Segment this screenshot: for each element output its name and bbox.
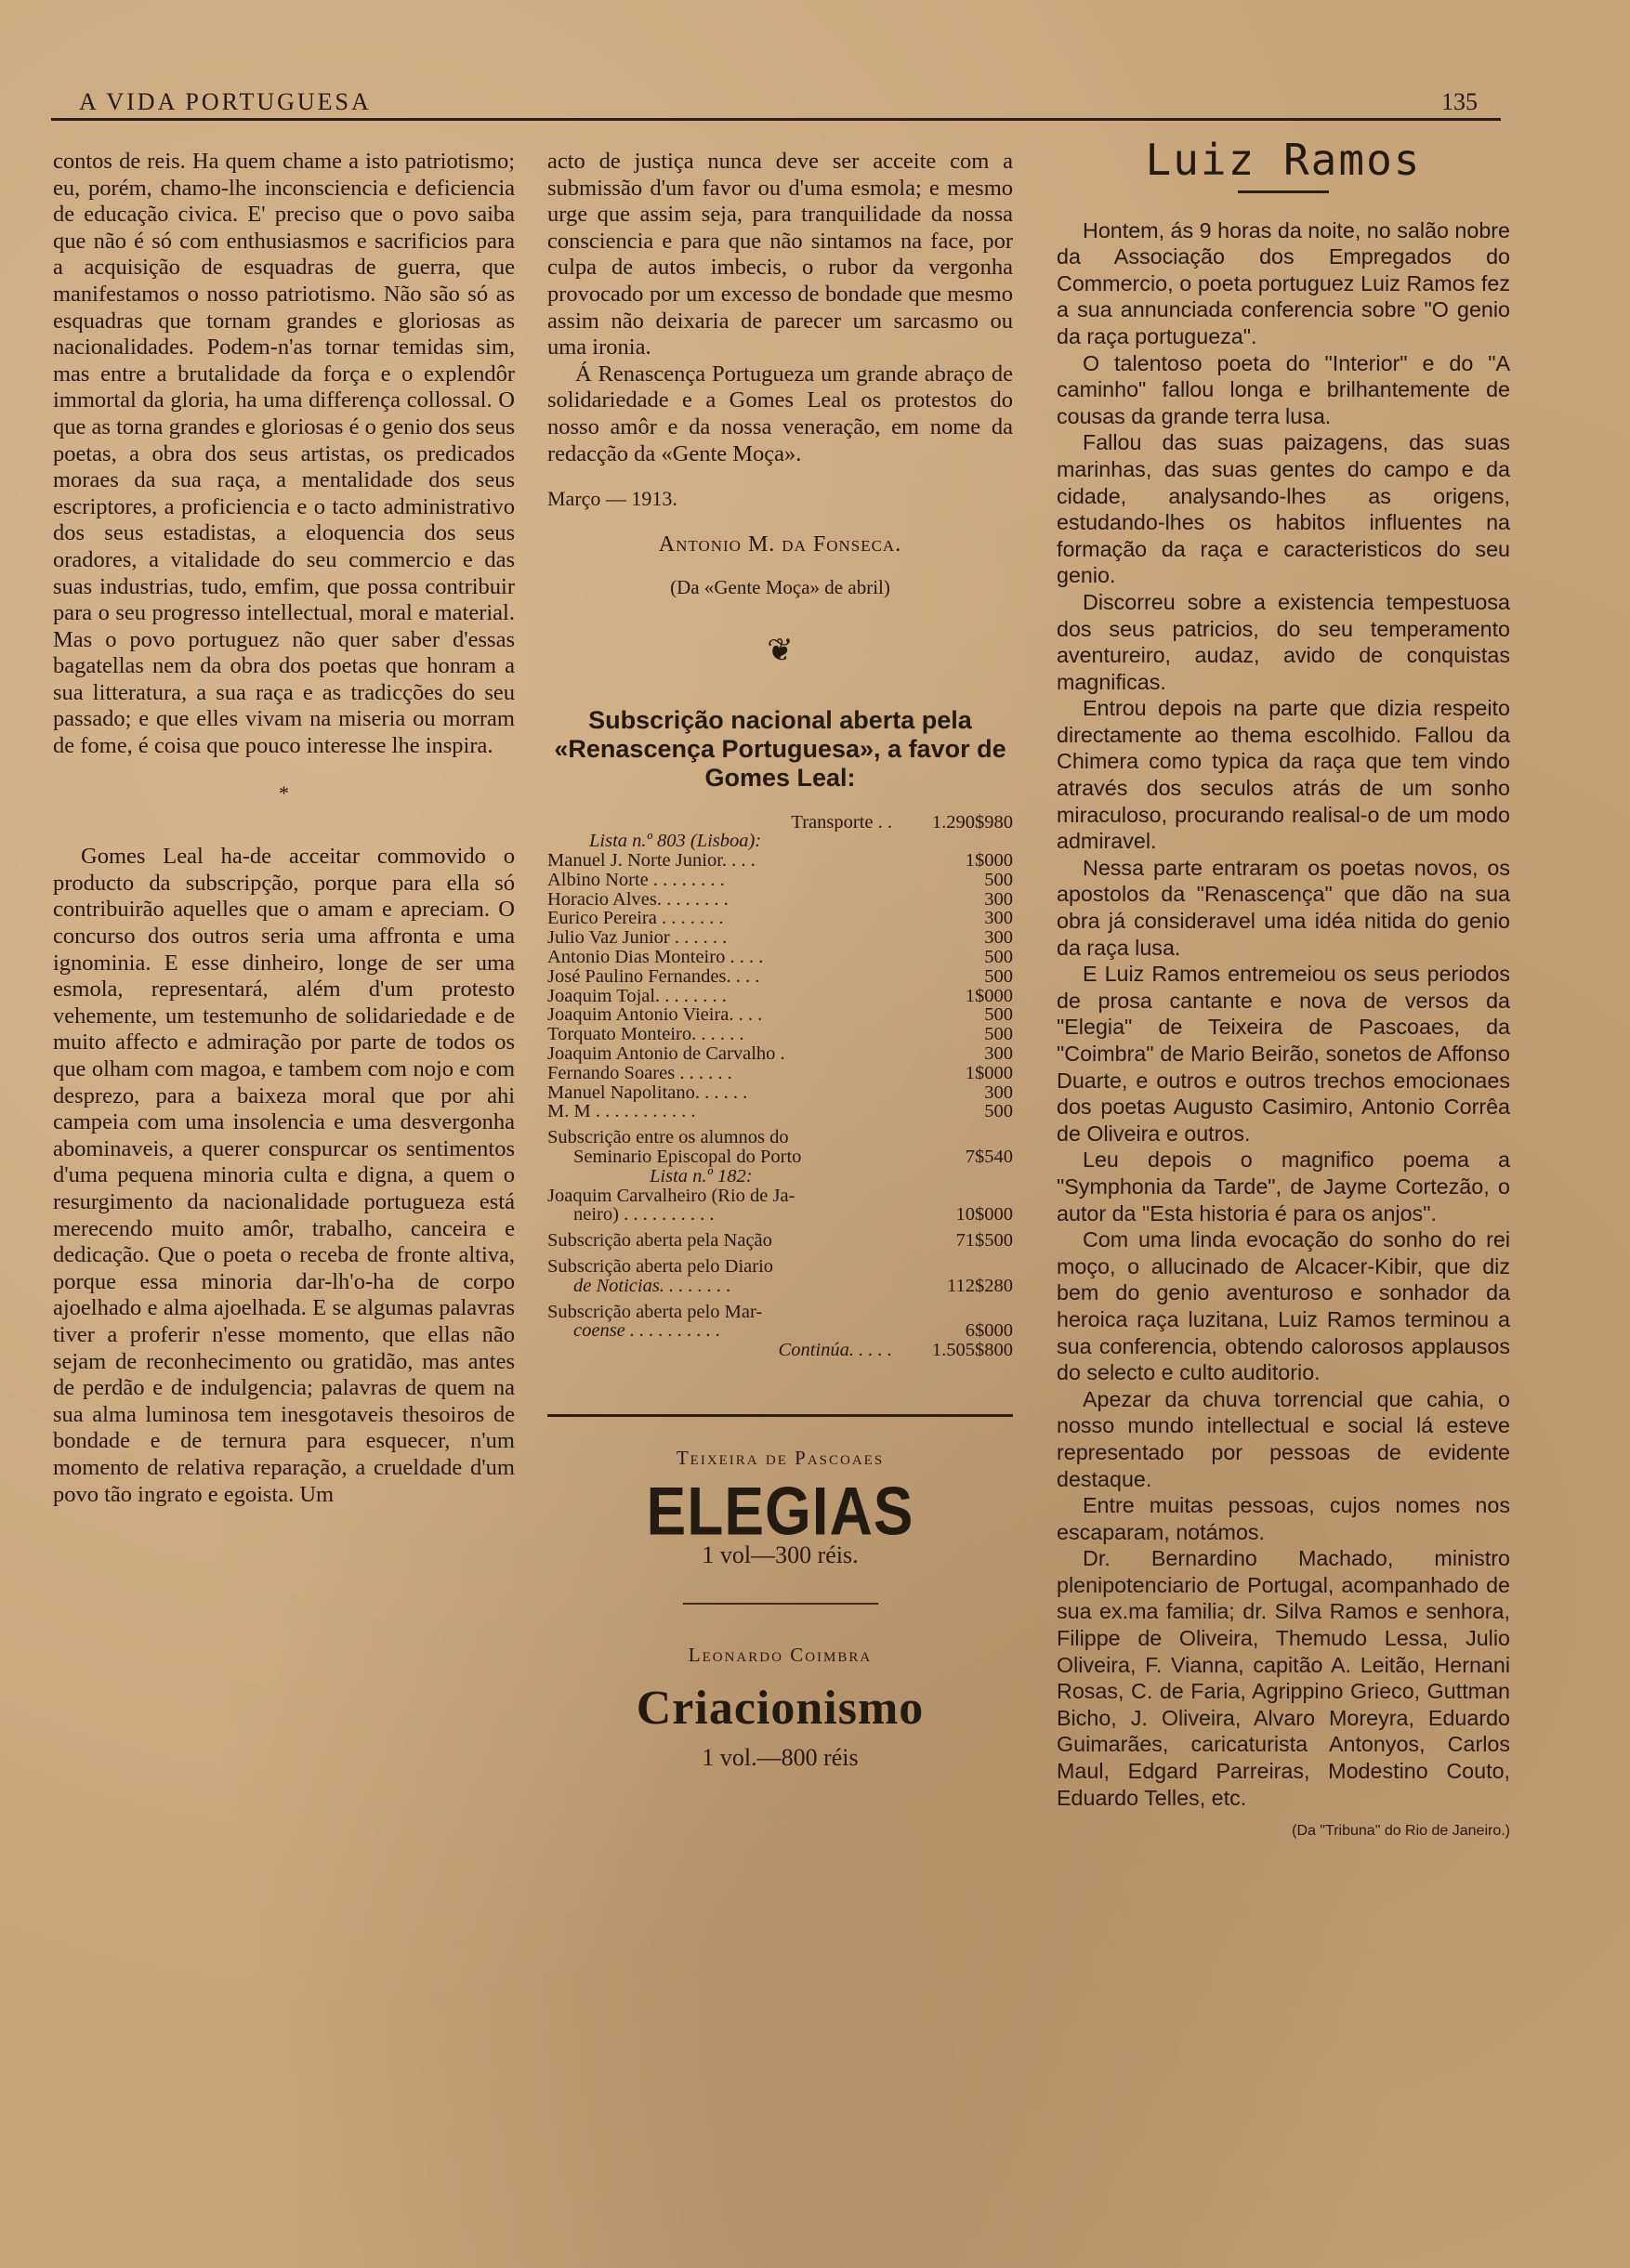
list-item: M. M . . . . . . . . . . . 500 (547, 1101, 1013, 1122)
list-item: Eurico Pereira . . . . . . . 300 (547, 908, 1013, 929)
header-rule (51, 118, 1501, 121)
advertisement-elegias (547, 1445, 1013, 1772)
fleuron-ornament: ❦ (767, 633, 794, 668)
list-item: Antonio Dias Monteiro . . . . 500 (547, 947, 1013, 968)
list-item: Joaquim Carvalheiro (Rio de Ja- (547, 1185, 795, 1206)
list-item: Albino Norte . . . . . . . . 500 (547, 869, 1013, 890)
subscription-list (547, 813, 1013, 1361)
paragraph: Discorreu sobre a existencia tempestuosa dos seus patricios, do seu temperamento aventureiro, audaz, avido de conquistas magnificas. (1057, 589, 1510, 694)
section-rule (547, 1414, 1013, 1417)
title-rule (1238, 190, 1329, 193)
list-item: de Noticias. . . . . . . . 112$280 (573, 1275, 1013, 1296)
running-title: A VIDA PORTUGUESA (79, 88, 372, 115)
list-item: Manuel J. Norte Junior. . . . 1$000 (547, 850, 1013, 872)
page-header (51, 88, 1501, 120)
list-item: Fernando Soares . . . . . . 1$000 (547, 1062, 1013, 1083)
list-item: Julio Vaz Junior . . . . . . 300 (547, 927, 1013, 949)
paragraph: O talentoso poeta do "Interior" e do "A caminho" fallou longa e brilhantemente de cousas da grande terra lusa. (1057, 350, 1510, 428)
column-middle (547, 149, 1013, 1772)
ad-title: ELEGIAS (646, 1472, 914, 1549)
paragraph: Entrou depois na parte que dizia respeito directamente ao thema escolhido. Fallou da Chimera como typica da raça que tem vindo através dos seculos atrás de um sonho miraculoso, procurando realisal-o de um modo admiravel. (1057, 696, 1510, 854)
list-item: Subscrição aberta pela Nação 71$500 (547, 1230, 1013, 1252)
paragraph: Nessa parte entraram os poetas novos, os apostolos da "Renascença" que dão na sua obra já consideravel uma idéa nitida do genio da raça lusa. (1057, 855, 1510, 960)
ad-volume: 1 vol—300 réis. (702, 1541, 859, 1569)
ad-volume: 1 vol.—800 réis (702, 1743, 859, 1771)
paragraph: Com uma linda evocação do sonho do rei moço, o allucinado de Alcacer-Kibir, que diz bem do genio aventuroso e sonhador da heroica raça luzitana, Luiz Ramos terminou a sua conferencia, obtendo calorosos applausos do selecto e culto auditorio. (1057, 1227, 1510, 1385)
paragraph: contos de reis. Ha quem chame a isto patriotismo; eu, porém, chamo-lhe inconsciencia e deficiencia de educação civica. E' preciso que o povo saiba que não é só com enthusiasmos e sacrificios para a acquisição de esquadras de guerra, que manifestamos o nosso patriotismo. Não são só as esquadras que tornam grandes e gloriosas as nacionalidades. Podem-n'as tornar temidas sim, mas entre a brutalidade da força e o explendôr immortal da gloria, ha uma differença collossal. O que as torna grandes e gloriosas é o genio dos seus poetas, a obra dos seus artistas, os predicados moraes da sua raça, a mentalidade dos seus escriptores, a proficiencia e o tacto administrativo dos seus estadistas, a eloquencia dos seus oradores, a vitalidade do seu commercio e das suas industrias, tudo, emfim, que possa contribuir para o seu progresso intellectual, moral e material. Mas o povo portuguez não quer saber d'essas bagatellas nem da obra dos poetas que honram a sua litteratura, a sua raça e as tradicções do seu passado; e que elles vivam na miseria ou morram de fome, é coisa que pouco interesse lhe inspira. (53, 149, 515, 759)
section-break-star: * (279, 780, 289, 805)
list-item: Transporte . . 1.290$980 (791, 811, 1013, 832)
paragraph: Dr. Bernardino Machado, ministro plenipotenciario de Portugal, acompanhado de sua ex.ma familia; dr. Silva Ramos e senhora, Filippe de Oliveira, Themudo Lessa, Julio Oliveira, F. Vianna, capitão A. Leitão, Hernani Rosas, C. de Faria, Agrippino Grieco, Guttman Bicho, J. Oliveira, Alvaro Moreyra, Eduardo Guimarães, caricaturista Antonyos, Carlos Maul, Edgard Parreiras, Modestino Couto, Eduardo Telles, etc. (1057, 1546, 1510, 1810)
article-body (1057, 217, 1510, 1812)
list-item: Subscrição aberta pelo Diario (547, 1256, 774, 1278)
subscription-block (547, 706, 1013, 1361)
list-item: Seminario Episcopal do Porto 7$540 (573, 1147, 1013, 1168)
article-date: Março — 1913. (547, 487, 677, 511)
list-item: neiro) . . . . . . . . . . 10$000 (573, 1204, 1013, 1226)
paragraph: Entre muitas pessoas, cujos nomes nos escaparam, notámos. (1057, 1493, 1510, 1544)
ad-author: Leonardo Coimbra (688, 1643, 873, 1666)
list-item: Subscrição entre os alumnos do (547, 1127, 789, 1148)
list-item: Subscrição aberta pelo Mar- (547, 1301, 763, 1322)
page-number: 135 (1441, 88, 1478, 115)
paragraph: Gomes Leal ha-de acceitar commovido o producto da subscripção, porque para ella só contribuirão aquelles que o amam e apreciam. O concurso dos outros seria uma affronta e uma ignominia. E esse dinheiro, longe de ser uma esmola, representará, além d'um protesto vehemente, um testemunho de solidariedade e de muito affecto e admiração por parte de todos os que olham com magoa, e tambem com nojo e com desprezo, para a baixeza moral que por ahi campeia com uma insolencia e uma desvergonha abominaveis, a querer conspurcar os sentimentos d'uma pequena minoria culta e digna, a quem o resurgimento da nacionalidade portugueza está merecendo muito amôr, trabalho, canceira e dedicação. Que o poeta o receba de fronte altiva, porque essa minoria dar-lh'o-ha de corpo ajoelhado e alma ajoelhada. E se algumas palavras tiver a proferir n'esse momento, que ellas não sejam de reconhecimento ou gratidão, mas antes de perdão e de indulgencia; palavras de quem na sua alma luminosa tem inesgotaveis thesoiros de bondade e de ternura para esquecer, n'um momento de relativa reparação, a crueldade d'um povo tão ingrato e egoista. Um (53, 844, 515, 1507)
list-item: José Paulino Fernandes. . . . 500 (547, 965, 1013, 987)
entry-list (547, 851, 1013, 1121)
list-item: Manuel Napolitano. . . . . . 300 (547, 1082, 1013, 1103)
paragraph: E Luiz Ramos entremeiou os seus periodos de prosa cantante e nova de versos da "Elegia" de Teixeira de Pascoaes, da "Coimbra" de Mario Beirão, sonetos de Affonso Duarte, e outros e outros trechos emocionaes dos poetas Augusto Casimiro, Antonio Corrêa de Oliveira e outros. (1057, 962, 1510, 1146)
list-item: Joaquim Tojal. . . . . . . . 1$000 (547, 985, 1013, 1006)
paragraph: Á Renascença Portugueza um grande abraço de solidariedade e a Gomes Leal os protestos do nosso amôr e da nossa veneração, em nome da redacção da «Gente Moça». (547, 361, 1013, 466)
subscription-title: Subscrição nacional aberta pela «Renascença Portuguesa», a favor de Gomes Leal: (554, 705, 1006, 792)
article-source: (Da "Tribuna" do Rio de Janeiro.) (1292, 1823, 1510, 1840)
article-source: (Da «Gente Moça» de abril) (670, 576, 890, 599)
ad-title: Criacionismo (636, 1682, 925, 1736)
paragraph: Hontem, ás 9 horas da noite, no salão nobre da Associação dos Empregados do Commercio, o poeta portuguez Luiz Ramos fez a sua annunciada conferencia sobre "O genio da raça portugueza". (1057, 217, 1510, 348)
list-item: Joaquim Antonio Vieira. . . . 500 (547, 1004, 1013, 1026)
paragraph: acto de justiça nunca deve ser acceite com a submissão d'um favor ou d'uma esmola; e mesmo urge que assim seja, para tranquilidade da nossa consciencia e para que não sintamos na face, por culpa de autos imbecis, o rubor da vergonha provocado por um excesso de bondade que mesmo assim não deixaria de parecer um sarcasmo ou uma ironia. (547, 149, 1013, 361)
ad-divider (683, 1603, 878, 1605)
ad-author: Teixeira de Pascoaes (676, 1447, 885, 1470)
list-item: Horacio Alves. . . . . . . . 300 (547, 888, 1013, 910)
list-item: coense . . . . . . . . . . 6$000 (573, 1320, 1013, 1342)
paragraph: Leu depois o magnifico poema a "Symphonia da Tarde", de Jayme Cortezão, o autor da "Esta historia é para os anjos". (1057, 1147, 1510, 1226)
list-item: Joaquim Antonio de Carvalho . 300 (547, 1043, 1013, 1065)
paragraph: Apezar da chuva torrencial que cahia, o nosso mundo intellectual e social lá esteve representado por pessoas de evidente destaque. (1057, 1386, 1510, 1491)
list-item: Torquato Monteiro. . . . . . 500 (547, 1024, 1013, 1045)
column-right (1057, 135, 1510, 1845)
column-left (53, 149, 515, 1508)
list-heading: Lista n.º 803 (Lisboa): (589, 831, 762, 852)
list-heading: Lista n.º 182: (650, 1165, 753, 1186)
paragraph: Fallou das suas paizagens, das suas marinhas, das suas gentes do campo e da cidade, analysando-lhes as origens, estudando-lhes os habitos influentes na formação da raça e caracteristicos do seu genio. (1057, 430, 1510, 588)
list-total: Continúa. . . . . 1.505$800 (778, 1340, 1013, 1361)
article-signature: Antonio M. da Fonseca. (658, 531, 902, 557)
article-title: Luiz Ramos (1145, 135, 1422, 185)
